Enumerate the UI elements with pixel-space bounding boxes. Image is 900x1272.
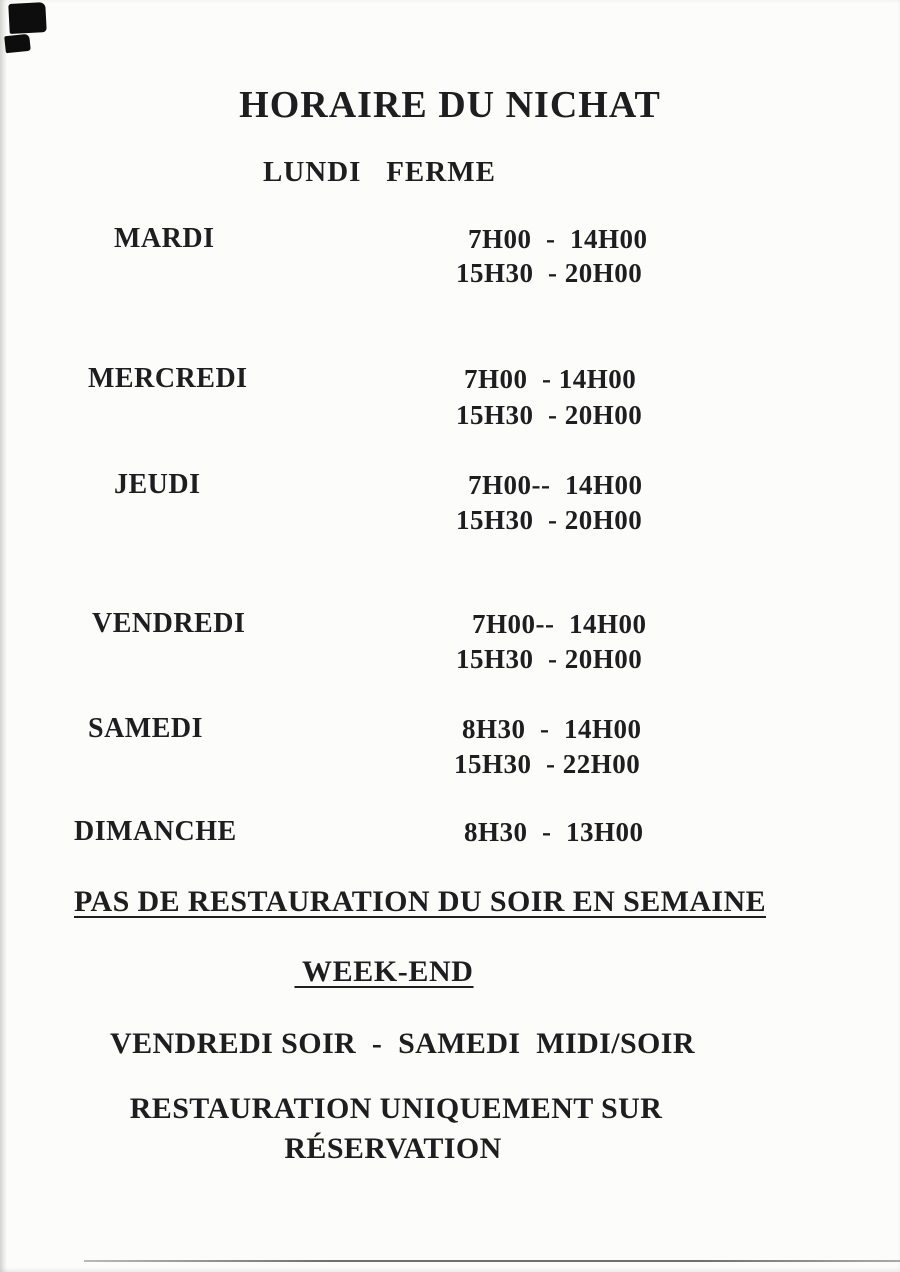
page-title: HORAIRE DU NICHAT	[239, 84, 661, 126]
hours-dimanche-line1: 8H30 - 13H00	[464, 817, 644, 847]
monday-closed-line: LUNDI FERME	[263, 156, 496, 188]
hours-vendredi-line2: 15H30 - 20H00	[456, 644, 643, 674]
hours-jeudi-line2: 15H30 - 20H00	[456, 505, 643, 535]
hours-samedi-line2: 15H30 - 22H00	[454, 749, 641, 779]
reservation-note-line2: RÉSERVATION	[284, 1132, 502, 1165]
weekend-heading: WEEK-END	[294, 955, 474, 988]
day-label-vendredi: VENDREDI	[92, 608, 246, 639]
scan-artifact-mark	[4, 34, 31, 54]
reservation-note-line1: RESTAURATION UNIQUEMENT SUR	[129, 1092, 663, 1125]
scan-artifact-mark	[8, 2, 47, 34]
scan-bottom-edge-line	[84, 1260, 900, 1262]
day-label-mercredi: MERCREDI	[88, 363, 248, 394]
note-no-evening-service: PAS DE RESTAURATION DU SOIR EN SEMAINE	[74, 885, 766, 918]
hours-mercredi-line2: 15H30 - 20H00	[456, 400, 643, 430]
hours-samedi-line1: 8H30 - 14H00	[462, 714, 642, 744]
day-label-samedi: SAMEDI	[88, 713, 204, 744]
day-label-dimanche: DIMANCHE	[74, 816, 237, 847]
hours-vendredi-line1: 7H00-- 14H00	[472, 609, 647, 639]
hours-mardi-line2: 15H30 - 20H00	[456, 258, 643, 288]
hours-jeudi-line1: 7H00-- 14H00	[468, 470, 643, 500]
day-label-mardi: MARDI	[114, 223, 215, 254]
weekend-detail: VENDREDI SOIR - SAMEDI MIDI/SOIR	[110, 1027, 695, 1060]
scan-edge-shadow	[0, 0, 7, 1272]
hours-mardi-line1: 7H00 - 14H00	[468, 224, 648, 254]
day-label-jeudi: JEUDI	[114, 469, 201, 500]
hours-mercredi-line1: 7H00 - 14H00	[464, 364, 637, 394]
